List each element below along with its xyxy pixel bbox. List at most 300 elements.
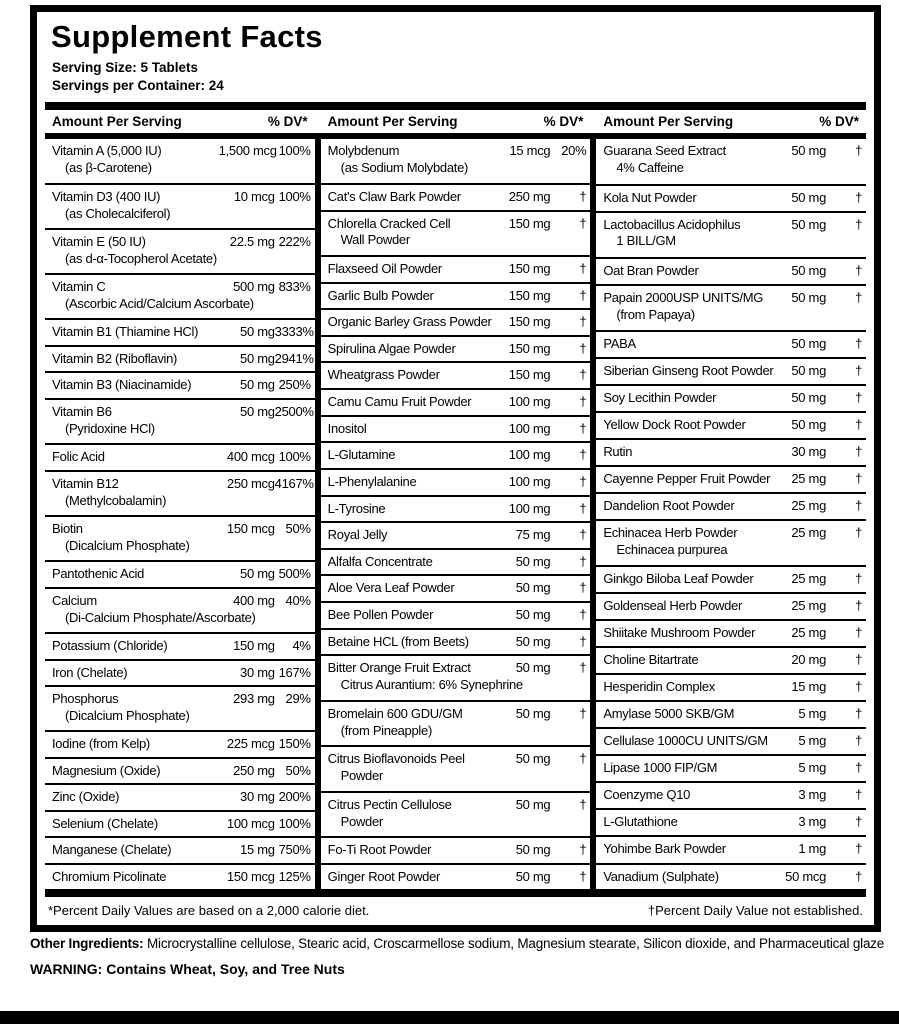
thick-divider-bottom <box>45 889 866 897</box>
ingredient-amount: 100 mcg <box>226 815 275 831</box>
ingredient-dv: † <box>855 525 863 541</box>
ingredient-amount: 1,500 mcg <box>218 143 277 159</box>
ingredient-dv: † <box>855 841 863 857</box>
ingredient-row <box>321 700 591 745</box>
ingredient-name: Yohimbe Bark Powder <box>603 841 726 857</box>
ingredient-name: Kola Nut Powder <box>603 189 697 205</box>
ingredient-dv: 150% <box>278 736 311 752</box>
ingredient-amount: 293 mg <box>233 691 275 707</box>
ingredient-dv: 2500% <box>274 403 314 419</box>
dv-header: % DV* <box>819 114 860 130</box>
ingredient-dv: † <box>579 842 587 858</box>
ingredient-row <box>321 836 591 863</box>
ingredient-row <box>596 139 866 183</box>
ingredient-amount: 50 mg <box>791 389 827 405</box>
ingredient-row <box>321 335 591 362</box>
ingredient-name: Lactobacillus Acidophilus 1 BILL/GM <box>603 217 770 251</box>
ingredient-row <box>45 587 315 632</box>
ingredient-name: Fo-Ti Root Powder <box>327 842 432 858</box>
ingredient-dv: † <box>855 787 863 803</box>
ingredient-name-sub: (Dicalcium Phosphate) <box>65 537 190 553</box>
ingredient-name-sub: 4% Caffeine <box>616 160 684 176</box>
ingredient-dv: 4% <box>292 638 311 654</box>
ingredient-amount: 50 mcg <box>785 868 827 884</box>
ingredient-name-sub: (as Cholecalciferol) <box>65 205 171 221</box>
ingredient-row <box>45 273 315 318</box>
ingredient-amount: 150 mg <box>508 340 551 356</box>
ingredient-name-sub: Powder <box>340 768 383 784</box>
ingredient-amount: 150 mg <box>508 314 551 330</box>
ingredient-row <box>321 548 591 575</box>
ingredient-row <box>596 330 866 357</box>
ingredient-dv: † <box>855 571 863 587</box>
ingredient-amount: 50 mg <box>240 566 275 582</box>
ingredient-dv: † <box>855 760 863 776</box>
ingredient-amount: 15 mg <box>791 679 827 695</box>
ingredient-row <box>321 601 591 628</box>
below-label-text <box>30 936 890 977</box>
ingredient-name: Soy Lecithin Powder <box>603 389 717 405</box>
footnote-daily-values: *Percent Daily Values are based on a 2,000 calorie diet. <box>48 903 370 919</box>
ingredient-name: Bitter Orange Fruit Extract Citrus Aurantium: 6% Synephrine <box>327 660 523 693</box>
ingredient-row <box>596 565 866 592</box>
ingredient-row <box>45 183 315 228</box>
ingredient-name: Iron (Chelate) <box>52 664 128 680</box>
column-1-header <box>45 110 315 133</box>
ingredient-amount: 150 mg <box>508 287 551 303</box>
ingredient-amount: 100 mg <box>508 420 551 436</box>
ingredient-amount: 250 mg <box>233 762 275 778</box>
ingredient-name: L-Phenylalanine <box>327 473 417 489</box>
ingredient-amount: 50 mg <box>515 660 551 676</box>
ingredient-dv: 50% <box>285 762 311 778</box>
ingredient-row <box>45 443 315 470</box>
ingredient-name: Zinc (Oxide) <box>52 789 120 805</box>
ingredient-row <box>596 211 866 257</box>
amount-per-serving-header: Amount Per Serving <box>327 114 458 130</box>
ingredient-amount: 50 mg <box>515 751 551 767</box>
ingredient-dv: † <box>855 652 863 668</box>
ingredient-row <box>321 628 591 655</box>
ingredient-dv: 2941% <box>274 350 314 366</box>
ingredient-name-sub: Citrus Aurantium: 6% Synephrine <box>340 677 523 693</box>
ingredient-name: Inositol <box>327 420 367 436</box>
ingredient-amount: 150 mcg <box>226 521 275 536</box>
ingredient-name: Organic Barley Grass Powder <box>327 314 492 330</box>
ingredient-dv: † <box>579 705 587 721</box>
ingredient-dv: 100% <box>278 449 311 465</box>
ingredient-name: Iodine (from Kelp) <box>52 736 150 752</box>
ingredient-row <box>45 515 315 560</box>
ingredient-amount: 5 mg <box>798 733 827 749</box>
ingredient-name: Vitamin E (50 IU) (as d-α-Tocopherol Acetate) <box>52 233 217 266</box>
serving-size-line: Serving Size: 5 Tablets <box>52 60 199 75</box>
ingredient-dv: 100% <box>278 815 311 831</box>
ingredient-name: Vitamin C (Ascorbic Acid/Calcium Ascorbate) <box>52 279 254 312</box>
ingredient-row <box>45 345 315 372</box>
ingredient-name: Cayenne Pepper Fruit Powder <box>603 470 771 486</box>
ingredient-amount: 250 mcg <box>226 475 275 491</box>
ingredient-amount: 400 mg <box>233 592 275 608</box>
ingredient-name: L-Glutathione <box>603 814 678 830</box>
ingredient-amount: 25 mg <box>791 625 827 641</box>
ingredient-dv: † <box>579 473 587 489</box>
ingredient-amount: 25 mg <box>791 498 827 514</box>
ingredient-dv: 500% <box>278 566 311 582</box>
ingredient-dv: † <box>855 289 863 305</box>
ingredient-row <box>45 470 315 515</box>
ingredient-dv: † <box>855 416 863 432</box>
ingredient-amount: 150 mcg <box>226 868 275 884</box>
ingredient-row <box>596 257 866 284</box>
ingredient-name: Folic Acid <box>52 449 105 465</box>
ingredient-name: Bee Pollen Powder <box>327 607 434 623</box>
ingredient-row <box>596 184 866 211</box>
ingredient-row <box>321 415 591 442</box>
ingredient-name: Vitamin D3 (400 IU) (as Cholecalciferol) <box>52 189 219 223</box>
amount-per-serving-header: Amount Per Serving <box>603 114 734 130</box>
ingredient-amount: 50 mg <box>791 262 827 278</box>
ingredient-row <box>45 228 315 273</box>
ingredient-row <box>45 783 315 810</box>
ingredient-dv: 200% <box>278 789 311 805</box>
ingredient-name: Royal Jelly <box>327 527 388 543</box>
ingredient-dv: † <box>855 498 863 514</box>
ingredient-name: Cellulase 1000CU UNITS/GM <box>603 733 768 749</box>
ingredient-dv: 750% <box>278 842 311 858</box>
ingredient-name: Bromelain 600 GDU/GM (from Pineapple) <box>328 706 495 740</box>
ingredient-dv: † <box>579 553 587 569</box>
ingredient-dv: † <box>579 260 587 276</box>
ingredient-name: Pantothenic Acid <box>52 566 145 582</box>
ingredient-amount: 100 mg <box>508 473 551 489</box>
ingredient-name: Shiitake Mushroom Powder <box>603 625 756 641</box>
ingredient-name: Dandelion Root Powder <box>603 498 735 514</box>
ingredient-name-sub: (from Papaya) <box>616 306 695 322</box>
ingredient-row <box>321 441 591 468</box>
ingredient-dv: 100% <box>278 188 311 204</box>
ingredient-row <box>45 810 315 837</box>
ingredient-row <box>596 673 866 700</box>
ingredient-dv: 222% <box>278 233 311 249</box>
ingredient-row <box>596 465 866 492</box>
dv-header: % DV* <box>543 114 584 130</box>
ingredient-row <box>321 308 591 335</box>
ingredient-row <box>596 384 866 411</box>
ingredient-dv: † <box>579 796 587 812</box>
amount-per-serving-header: Amount Per Serving <box>52 114 182 130</box>
ingredient-name: Aloe Vera Leaf Powder <box>327 580 455 596</box>
ingredient-amount: 225 mcg <box>226 736 275 752</box>
ingredient-dv: † <box>579 314 587 330</box>
ingredient-dv: † <box>855 679 863 695</box>
ingredient-name: Vitamin B2 (Riboflavin) <box>52 350 178 366</box>
ingredient-dv: † <box>579 751 587 767</box>
other-ingredients-line <box>30 936 890 951</box>
ingredient-dv: † <box>855 262 863 278</box>
ingredient-dv: † <box>579 447 587 463</box>
ingredient-amount: 50 mg <box>515 553 551 569</box>
ingredient-amount: 20 mg <box>791 652 827 668</box>
ingredient-name-sub: (Dicalcium Phosphate) <box>65 707 190 723</box>
ingredient-row <box>596 727 866 754</box>
ingredient-name-sub: (Methylcobalamin) <box>65 492 167 508</box>
ingredient-amount: 250 mg <box>508 188 551 204</box>
ingredient-name: Betaine HCL (from Beets) <box>327 633 469 649</box>
ingredient-amount: 25 mg <box>791 571 827 587</box>
ingredient-name: L-Glutamine <box>327 447 396 463</box>
ingredient-dv: † <box>855 868 863 884</box>
ingredient-name: Vitamin B6 (Pyridoxine HCl) <box>52 404 219 438</box>
ingredient-name: Chlorella Cracked Cell Wall Powder <box>328 216 495 250</box>
ingredient-name: PABA <box>603 335 636 351</box>
ingredient-row <box>596 619 866 646</box>
ingredient-name: Phosphorus (Dicalcium Phosphate) <box>52 691 219 725</box>
ingredient-row <box>321 210 591 255</box>
ingredient-amount: 3 mg <box>798 787 827 803</box>
ingredient-row <box>45 730 315 757</box>
ingredient-name: Rutin <box>603 443 633 459</box>
ingredient-name: Magnesium (Oxide) <box>52 762 161 778</box>
ingredient-name: Vanadium (Sulphate) <box>603 868 719 884</box>
ingredient-amount: 50 mg <box>791 143 827 159</box>
ingredient-dv: † <box>579 580 587 596</box>
ingredient-name: Garlic Bulb Powder <box>327 287 434 303</box>
ingredient-row <box>45 560 315 587</box>
ingredient-amount: 100 mg <box>508 447 551 463</box>
ingredient-name: Vitamin A (5,000 IU) (as β-Carotene) <box>52 143 219 177</box>
ingredient-amount: 50 mg <box>240 350 275 366</box>
ingredient-name: Citrus Pectin Cellulose Powder <box>328 797 495 831</box>
ingredient-amount: 150 mg <box>508 367 551 383</box>
ingredient-name: Camu Camu Fruit Powder <box>327 394 472 410</box>
ingredient-name-sub: (Di-Calcium Phosphate/Ascorbate) <box>65 609 256 625</box>
bottom-black-bar <box>0 1011 899 1024</box>
ingredient-dv: † <box>855 189 863 205</box>
ingredient-name: Lipase 1000 FIP/GM <box>603 760 718 776</box>
ingredient-amount: 50 mg <box>240 403 275 419</box>
ingredient-amount: 75 mg <box>515 527 551 543</box>
ingredient-name: Cat's Claw Bark Powder <box>327 188 461 204</box>
column-headers <box>45 110 866 133</box>
thick-divider-top <box>45 102 866 110</box>
ingredient-name-sub: (Ascorbic Acid/Calcium Ascorbate) <box>65 296 254 312</box>
ingredient-row <box>321 574 591 601</box>
ingredient-row <box>596 519 866 565</box>
ingredient-amount: 50 mg <box>791 416 827 432</box>
ingredient-dv: † <box>579 607 587 623</box>
ingredient-row <box>596 754 866 781</box>
ingredient-row <box>45 632 315 659</box>
ingredient-amount: 5 mg <box>798 760 827 776</box>
ingredient-name: Calcium (Di-Calcium Phosphate/Ascorbate) <box>52 592 256 625</box>
ingredient-name-sub: 1 BILL/GM <box>616 233 676 249</box>
ingredient-name: Ginger Root Powder <box>327 868 441 884</box>
ingredient-name: Biotin (Dicalcium Phosphate) <box>52 521 219 555</box>
ingredient-name: Vitamin B1 (Thiamine HCl) <box>52 324 199 340</box>
ingredient-name: Echinacea Herb Powder Echinacea purpurea <box>603 525 770 559</box>
ingredient-row <box>596 357 866 384</box>
ingredient-row <box>321 791 591 836</box>
ingredient-row <box>321 388 591 415</box>
ingredient-amount: 1 mg <box>798 841 827 857</box>
ingredient-dv: † <box>579 633 587 649</box>
ingredient-amount: 50 mg <box>791 362 827 378</box>
footnotes-row <box>45 897 866 925</box>
ingredient-amount: 400 mcg <box>226 449 275 465</box>
ingredient-amount: 150 mg <box>508 215 551 231</box>
ingredient-name: Manganese (Chelate) <box>52 842 172 858</box>
ingredient-amount: 150 mg <box>233 638 275 654</box>
ingredient-row <box>45 863 315 890</box>
ingredient-name-sub: (as β-Carotene) <box>65 160 152 176</box>
ingredient-amount: 5 mg <box>798 706 827 722</box>
ingredient-row <box>45 139 315 182</box>
ingredient-amount: 22.5 mg <box>229 233 275 249</box>
ingredient-amount: 25 mg <box>791 598 827 614</box>
ingredient-name: Oat Bran Powder <box>603 262 699 278</box>
footnote-not-established: †Percent Daily Value not established. <box>647 903 863 919</box>
ingredient-row <box>596 781 866 808</box>
ingredient-name: Selenium (Chelate) <box>52 815 158 831</box>
ingredients-table <box>45 139 866 889</box>
ingredient-amount: 50 mg <box>240 377 275 393</box>
ingredient-name-sub: (from Pineapple) <box>340 722 432 738</box>
label-title: Supplement Facts <box>51 19 323 54</box>
ingredient-amount: 100 mg <box>508 394 551 410</box>
column-3-header <box>596 110 866 133</box>
ingredient-dv: † <box>855 733 863 749</box>
ingredient-name: Molybdenum (as Sodium Molybdate) <box>328 143 495 177</box>
ingredient-amount: 30 mg <box>240 664 275 680</box>
ingredient-amount: 50 mg <box>791 335 827 351</box>
other-ingredients-text: Microcrystalline cellulose, Stearic acid, Croscarmellose sodium, Magnesium stearate, Silicon dioxide, and Pharmaceutical glaze <box>143 936 885 951</box>
ingredient-name: Amylase 5000 SKB/GM <box>603 706 735 722</box>
ingredient-name: Choline Bitartrate <box>603 652 699 668</box>
ingredient-row <box>321 654 591 699</box>
ingredient-amount: 50 mg <box>515 580 551 596</box>
other-ingredients-label: Other Ingredients: <box>30 936 144 951</box>
ingredient-row <box>321 183 591 210</box>
ingredient-name: Flaxseed Oil Powder <box>327 260 442 276</box>
ingredient-dv: † <box>579 188 587 204</box>
ingredient-amount: 30 mg <box>791 443 827 459</box>
ingredient-name-sub: Echinacea purpurea <box>616 541 728 557</box>
ingredient-dv: 20% <box>561 143 587 159</box>
ingredient-dv: † <box>855 216 863 232</box>
ingredient-dv: † <box>855 598 863 614</box>
ingredient-dv: 29% <box>285 691 311 707</box>
ingredient-amount: 50 mg <box>791 189 827 205</box>
ingredient-name: Goldenseal Herb Powder <box>603 598 742 614</box>
ingredient-row <box>45 659 315 686</box>
ingredient-dv: 125% <box>278 868 311 884</box>
ingredient-dv: 3333% <box>274 324 314 340</box>
ingredient-dv: † <box>855 143 863 159</box>
ingredients-column-1 <box>45 139 315 889</box>
ingredient-dv: † <box>579 394 587 410</box>
ingredient-name: Siberian Ginseng Root Powder <box>603 362 774 378</box>
ingredient-amount: 50 mg <box>515 633 551 649</box>
ingredient-name-sub: Wall Powder <box>340 232 410 248</box>
ingredient-row <box>45 685 315 730</box>
ingredient-amount: 50 mg <box>240 324 275 340</box>
ingredient-amount: 25 mg <box>791 470 827 486</box>
ingredient-amount: 3 mg <box>798 814 827 830</box>
ingredient-name: Alfalfa Concentrate <box>327 553 433 569</box>
ingredient-amount: 150 mg <box>508 260 551 276</box>
ingredient-dv: 40% <box>285 592 311 608</box>
ingredient-amount: 15 mcg <box>509 143 551 159</box>
warning-line: WARNING: Contains Wheat, Soy, and Tree Nuts <box>30 961 345 977</box>
ingredient-row <box>321 745 591 790</box>
ingredient-amount: 15 mg <box>240 842 275 858</box>
ingredient-row <box>321 495 591 522</box>
ingredients-column-2 <box>315 139 591 889</box>
ingredient-row <box>321 255 591 282</box>
ingredient-name: Guarana Seed Extract 4% Caffeine <box>603 143 770 177</box>
ingredient-row <box>596 835 866 862</box>
ingredient-dv: † <box>579 420 587 436</box>
ingredient-amount: 50 mg <box>515 842 551 858</box>
ingredient-name: Coenzyme Q10 <box>603 787 691 803</box>
ingredient-name: Citrus Bioflavonoids Peel Powder <box>328 751 495 785</box>
ingredient-dv: 833% <box>278 279 311 295</box>
ingredient-name: Papain 2000USP UNITS/MG (from Papaya) <box>603 290 770 324</box>
ingredient-row <box>596 646 866 673</box>
ingredient-dv: † <box>579 868 587 884</box>
ingredient-row <box>596 808 866 835</box>
supplement-facts-label <box>30 5 881 932</box>
column-2-header <box>321 110 591 133</box>
ingredient-row <box>45 318 315 345</box>
ingredient-dv: † <box>579 340 587 356</box>
ingredient-row <box>596 411 866 438</box>
ingredient-name: Vitamin B3 (Niacinamide) <box>52 377 192 393</box>
ingredient-row <box>321 282 591 309</box>
ingredient-dv: † <box>855 362 863 378</box>
ingredient-name-sub: (as d-α-Tocopherol Acetate) <box>65 250 217 266</box>
ingredient-row <box>596 863 866 890</box>
ingredient-name: Yellow Dock Root Powder <box>603 416 746 432</box>
ingredient-dv: 167% <box>278 664 311 680</box>
ingredient-row <box>321 361 591 388</box>
ingredient-row <box>321 139 591 182</box>
ingredient-row <box>45 757 315 784</box>
ingredient-row <box>596 492 866 519</box>
ingredient-dv: † <box>855 625 863 641</box>
ingredient-amount: 50 mg <box>791 216 827 232</box>
ingredient-amount: 25 mg <box>791 525 827 541</box>
ingredient-name: Spirulina Algae Powder <box>327 340 456 356</box>
ingredient-amount: 100 mg <box>508 500 551 516</box>
ingredient-dv: † <box>855 389 863 405</box>
ingredient-name: Hesperidin Complex <box>603 679 715 695</box>
servings-per-container-line: Servings per Container: 24 <box>52 78 224 94</box>
ingredient-dv: † <box>579 500 587 516</box>
ingredient-amount: 50 mg <box>515 607 551 623</box>
ingredient-amount: 30 mg <box>240 789 275 805</box>
ingredient-row <box>596 284 866 330</box>
ingredient-amount: 50 mg <box>515 705 551 721</box>
ingredient-row <box>321 468 591 495</box>
ingredient-row <box>321 863 591 890</box>
ingredient-amount: 500 mg <box>233 279 275 295</box>
ingredient-dv: † <box>579 287 587 303</box>
ingredient-amount: 50 mg <box>515 868 551 884</box>
ingredient-dv: † <box>579 367 587 383</box>
ingredient-dv: † <box>579 527 587 543</box>
